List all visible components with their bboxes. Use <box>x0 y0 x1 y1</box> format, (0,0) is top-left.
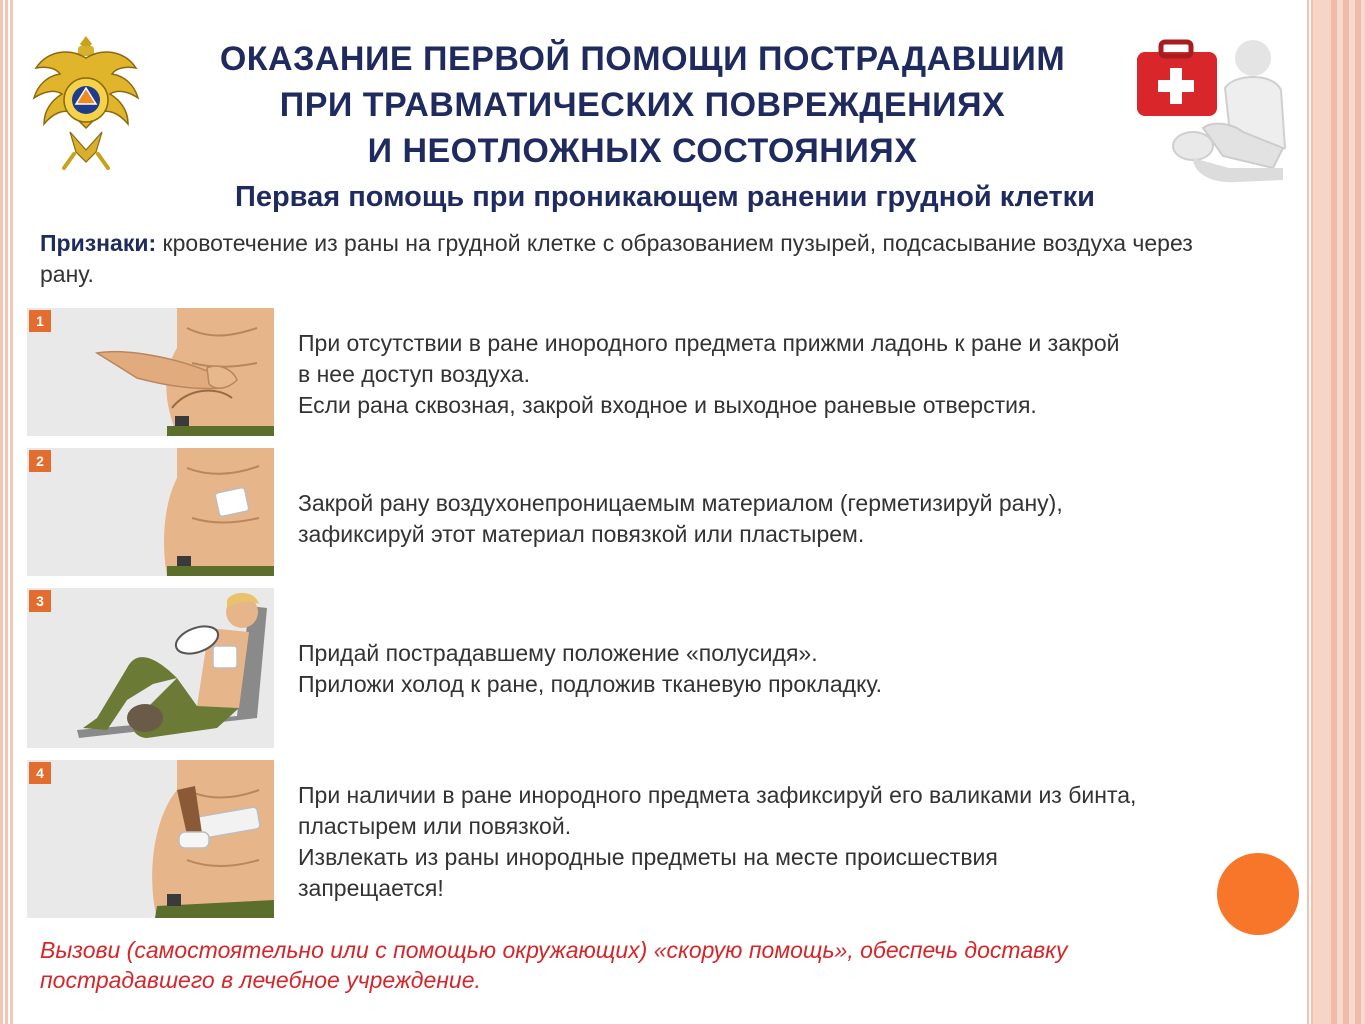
step-illustration <box>27 588 274 748</box>
step-4 <box>27 760 1287 918</box>
step-text <box>298 328 1288 421</box>
step-illustration <box>27 308 274 436</box>
decorative-orange-circle <box>1217 853 1299 935</box>
mchs-emblem-icon <box>30 28 142 176</box>
signs-paragraph <box>40 228 1240 290</box>
step-1 <box>27 308 1287 436</box>
semi-sitting-position-illustration <box>27 588 274 748</box>
left-border-stripes <box>0 0 14 1024</box>
footer-line: пострадавшего в лечебное учреждение. <box>40 967 481 993</box>
title-line: ОКАЗАНИЕ ПЕРВОЙ ПОМОЩИ ПОСТРАДАВШИМ <box>219 40 1066 78</box>
step-number-badge: 1 <box>29 310 51 332</box>
signs-label: Признаки: <box>40 230 157 256</box>
chest-seal-illustration <box>27 448 274 576</box>
step-line: При наличии в ране инородного предмета зафиксируй его валиками из бинта, <box>298 782 1137 808</box>
step-line: Если рана сквозная, закрой входное и выходное раневые отверстия. <box>298 392 1037 418</box>
right-border-stripes <box>1303 0 1365 1024</box>
step-2 <box>27 448 1287 576</box>
emergency-call-note <box>40 935 1260 995</box>
step-line: При отсутствии в ране инородного предмета прижми ладонь к ране и закрой <box>298 330 1120 356</box>
signs-text: кровотечение из раны на грудной клетке с образованием пузырей, подсасывание воздуха через рану. <box>40 230 1193 287</box>
step-text <box>298 780 1288 904</box>
chest-press-illustration <box>27 308 274 436</box>
page-title <box>150 36 1135 174</box>
section-subtitle: Первая помощь при проникающем ранении грудной клетки <box>234 181 1096 213</box>
step-line: Приложи холод к ране, подложив тканевую прокладку. <box>298 671 882 697</box>
step-line: в нее доступ воздуха. <box>298 361 531 387</box>
step-3 <box>27 588 1287 748</box>
step-text <box>298 638 1288 700</box>
step-number-badge: 4 <box>29 762 51 784</box>
title-line: И НЕОТЛОЖНЫХ СОСТОЯНИЯХ <box>367 132 918 170</box>
step-line: Извлекать из раны инородные предметы на месте происшествия <box>298 844 998 870</box>
step-line: Закрой рану воздухонепроницаемым материалом (герметизируй рану), <box>298 490 1063 516</box>
step-number-badge: 3 <box>29 590 51 612</box>
footer-line: Вызови (самостоятельно или с помощью окружающих) «скорую помощь», обеспечь доставку <box>40 937 1068 963</box>
foreign-object-fixation-illustration <box>27 760 274 918</box>
step-illustration <box>27 448 274 576</box>
step-illustration <box>27 760 274 918</box>
step-line: Придай пострадавшему положение «полусидя». <box>298 640 818 666</box>
first-aid-kit-icon <box>1133 28 1293 190</box>
step-text <box>298 488 1288 550</box>
step-line: пластырем или повязкой. <box>298 813 572 839</box>
step-line: запрещается! <box>298 875 444 901</box>
step-number-badge: 2 <box>29 450 51 472</box>
title-line: ПРИ ТРАВМАТИЧЕСКИХ ПОВРЕЖДЕНИЯХ <box>279 86 1006 124</box>
step-line: зафиксируй этот материал повязкой или пластырем. <box>298 521 865 547</box>
